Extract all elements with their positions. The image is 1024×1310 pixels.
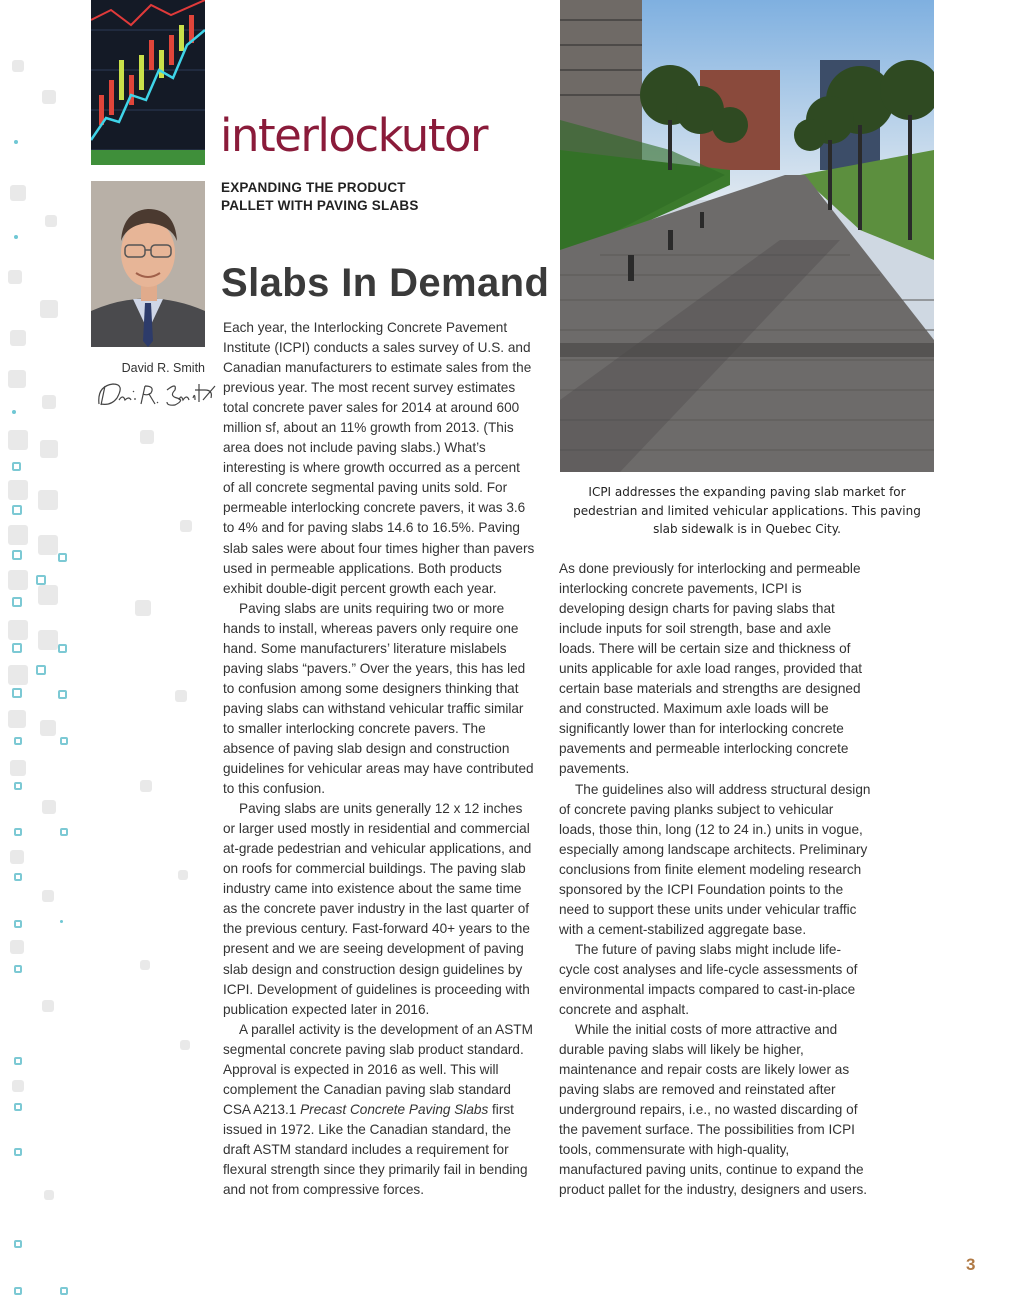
paragraph: Paving slabs are units generally 12 x 12 inches or larger used mostly in residential and commercial at-grade pedestrian and vehicular applications, and on roofs for commercial buildings. The paving slab industry came into existence about the same time as the concrete paver industry in the last quarter of the previous century. Fast-forward 40+ years to the present and we are seeing development of paving slab design and construction design guidelines by ICPI. Development of guidelines is proceeding with publication expected later in 2016. — [223, 801, 532, 1017]
article-kicker — [221, 179, 419, 214]
paragraph: The guidelines also will address structural design of concrete paving planks subject to vehicular loads, those thin, long (12 to 24 in.) units in vogue, especially among landscape architects. Preliminary conclusions from finite element modeling research sponsored by the ICPI Foundation points to the need to support these units under vehicular traffic with a cement-stabilized aggregate base. — [559, 781, 871, 937]
stock-chart-photo — [91, 0, 205, 165]
article-headline: Slabs In Demand — [221, 261, 550, 305]
paving-slab-sidewalk-photo — [560, 0, 934, 472]
paragraph — [223, 1020, 535, 1200]
page-number: 3 — [966, 1255, 976, 1274]
photo-caption: ICPI addresses the expanding paving slab market for pedestrian and limited vehicular applications. This paving slab sidewalk is in Quebec City. — [573, 485, 921, 536]
paragraph: Each year, the Interlocking Concrete Pavement Institute (ICPI) conducts a sales survey of U.S. and Canadian manufacturers to estimate sales from the previous year. The most recent survey estimates total concrete paver sales for 2014 at around 600 million sf, about an 11% growth from 2013. (This area does not include paving slabs.) What’s interesting is where growth occurred as a percent of all concrete segmental paving units sold. For permeable interlocking concrete pavers, it was 3.6 to 4% and for paving slabs 14.6 to 16.5%. Paving slab sales were about four times higher than pavers used in permeable applications. Both products exhibit double-digit percent growth each year. — [223, 320, 535, 596]
paragraph: The future of paving slabs might include life-cycle cost analyses and life-cycle assessments of environmental impacts compared to cast-in-place concrete and asphalt. — [559, 941, 858, 1018]
text-run: first issued in 1972. Like the Canadian standard, the draft ASTM standard includes a requirement for flexural strength since they primarily fail in bending and not from compressive forces. — [223, 1101, 528, 1198]
kicker-line-1: EXPANDING THE PRODUCT — [221, 180, 406, 195]
author-name: David R. Smith — [121, 361, 205, 375]
text-run: A parallel activity is the development of an ASTM segmental concrete paving slab product standard. Approval is expected in 2016 as well. This will complement the Canadian paving slab standard CSA A213.1 — [223, 1021, 533, 1117]
paragraph: As done previously for interlocking and permeable interlocking concrete pavements, ICPI is developing design charts for paving slabs that include inputs for soil strength, base and axle loads. There will be certain size and thickness of units applicable for axle load ranges, provided that certain base materials and strengths are designed and constructed. Maximum axle loads will be significantly lower than for interlocking concrete pavements and permeable interlocking concrete pavements. — [559, 561, 863, 777]
author-portrait — [91, 181, 205, 347]
left-column-body — [223, 318, 535, 1200]
right-column-body — [559, 559, 871, 1201]
kicker-line-2: PALLET WITH PAVING SLABS — [221, 197, 419, 213]
paragraph: Paving slabs are units requiring two or more hands to install, whereas pavers only require one hand. Some manufacturers’ literature mislabels paving slabs “pavers.” Over the years, this has led to confusion among some designers thinking that paving slabs can withstand vehicular traffic similar to smaller interlocking concrete pavers. The absence of paving slab design and construction guidelines for vehicular areas may have contributed to this confusion. — [223, 600, 534, 797]
column-title: interlockutor — [220, 109, 488, 162]
paragraph: While the initial costs of more attractive and durable paving slabs will likely be higher, maintenance and repair costs are likely lower as paving slabs are removed and reinstated after underground repairs, i.e., no wasted discarding of the pavement surface. The possibilities from ICPI tools, commensurate with high-quality, manufactured paving units, continue to expand the product pallet for the industry, designers and users. — [559, 1022, 868, 1198]
standard-title: Precast Concrete Paving Slabs — [300, 1101, 489, 1117]
author-signature — [95, 378, 217, 415]
